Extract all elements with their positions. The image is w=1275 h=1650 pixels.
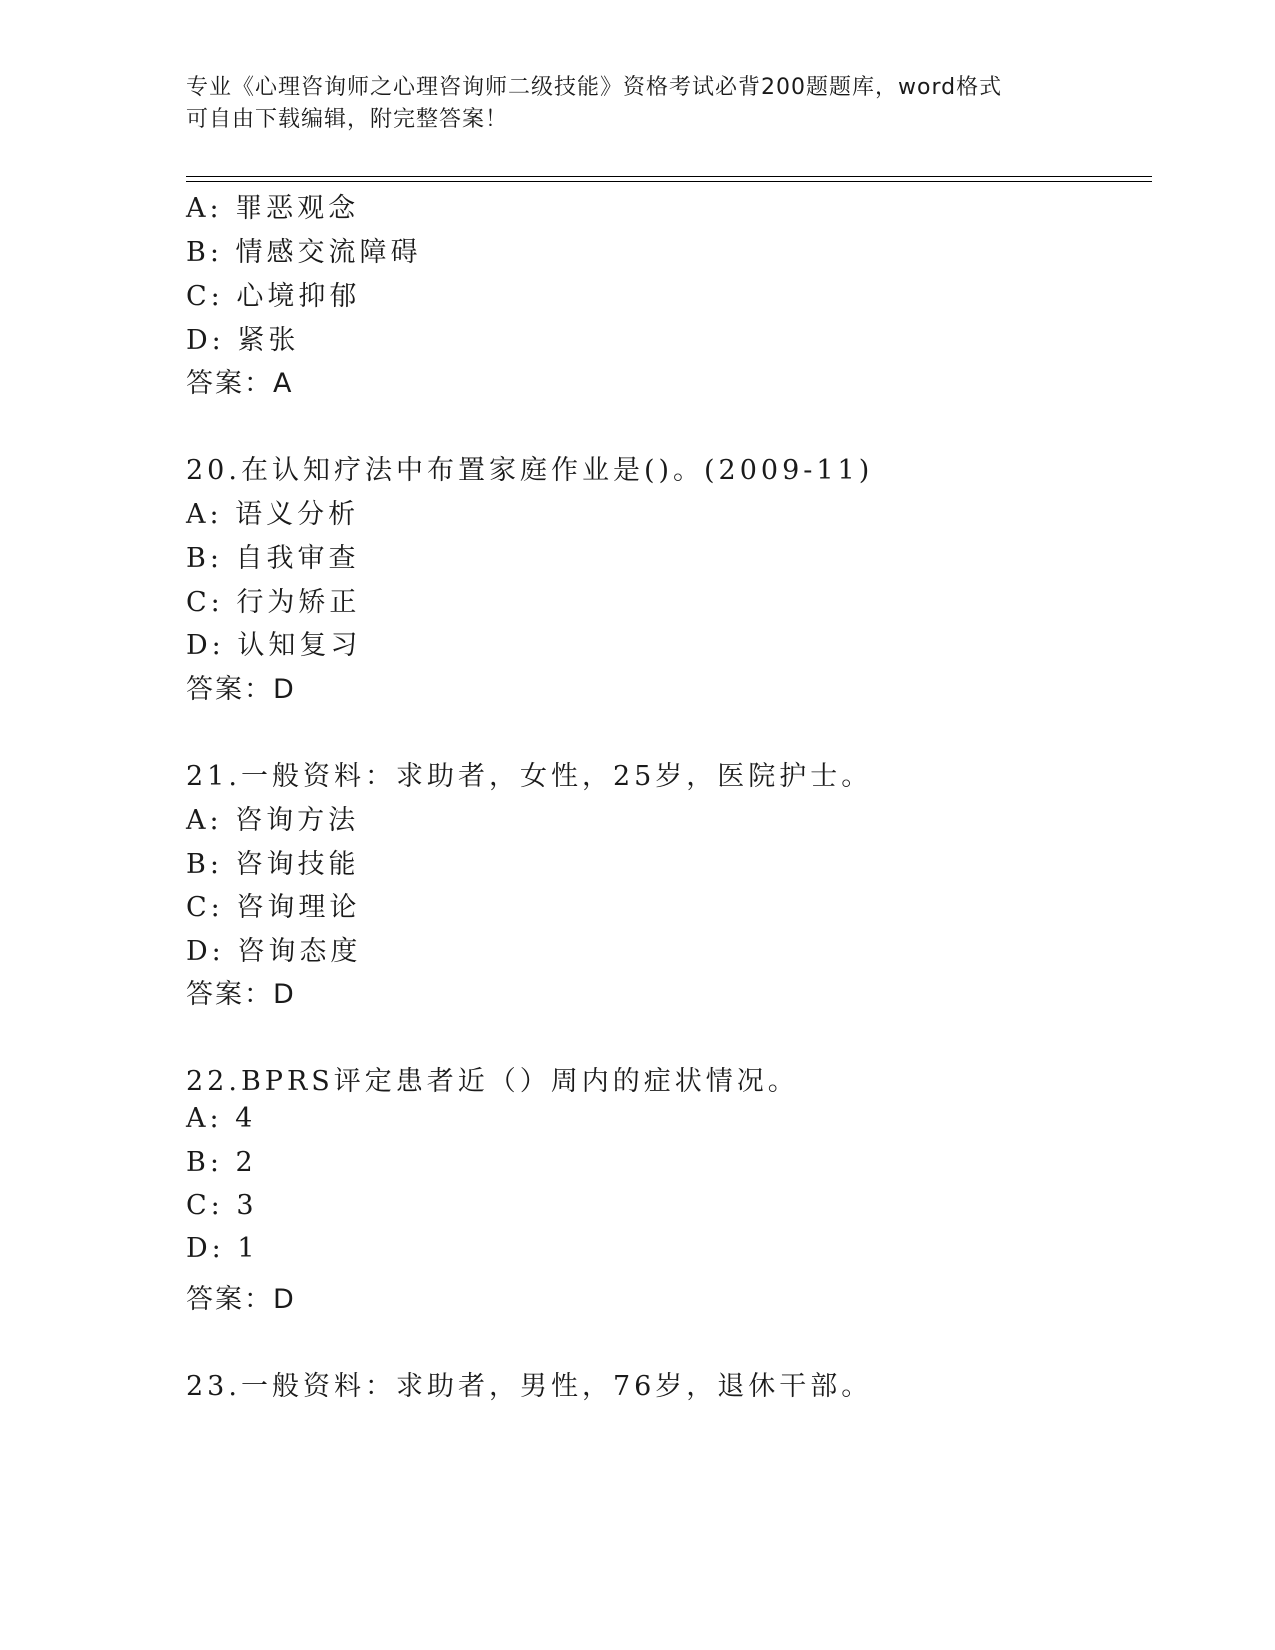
option-d: D: 咨询态度 <box>186 936 362 967</box>
header-line-1: 专业《心理咨询师之心理咨询师二级技能》资格考试必背200题题库，word格式 <box>186 75 1003 100</box>
option-a: A: 咨询方法 <box>186 805 360 836</box>
option-b: B: 咨询技能 <box>186 849 360 880</box>
answer-label: 答案：D <box>186 674 296 705</box>
question-text: 22.BPRS评定患者近（）周内的症状情况。 <box>186 1066 799 1097</box>
option-a: A: 4 <box>186 1103 257 1134</box>
option-d: D: 认知复习 <box>186 630 362 661</box>
answer-label: 答案：D <box>186 1284 296 1315</box>
question-text: 21.一般资料：求助者，女性，25岁，医院护士。 <box>186 761 873 792</box>
answer-label: 答案：A <box>186 368 294 399</box>
option-b: B: 自我审查 <box>186 543 360 574</box>
option-c: C: 3 <box>186 1190 258 1221</box>
option-c: C: 咨询理论 <box>186 892 361 923</box>
option-a: A: 语义分析 <box>186 499 360 530</box>
question-text: 20.在认知疗法中布置家庭作业是()。(2009-11) <box>186 455 874 486</box>
header-divider-bottom <box>186 181 1152 182</box>
question-text: 23.一般资料：求助者，男性，76岁，退休干部。 <box>186 1371 873 1402</box>
option-d: D: 紧张 <box>186 325 300 356</box>
document-header <box>186 72 1066 136</box>
header-line-2: 可自由下载编辑，附完整答案！ <box>186 107 509 132</box>
option-c: C: 行为矫正 <box>186 587 361 618</box>
option-b: B: 2 <box>186 1147 257 1178</box>
option-b: B: 情感交流障碍 <box>186 237 422 268</box>
option-a: A: 罪恶观念 <box>186 193 360 224</box>
option-c: C: 心境抑郁 <box>186 281 361 312</box>
option-d: D: 1 <box>186 1233 259 1264</box>
header-divider-top <box>186 176 1152 177</box>
answer-label: 答案：D <box>186 979 296 1010</box>
